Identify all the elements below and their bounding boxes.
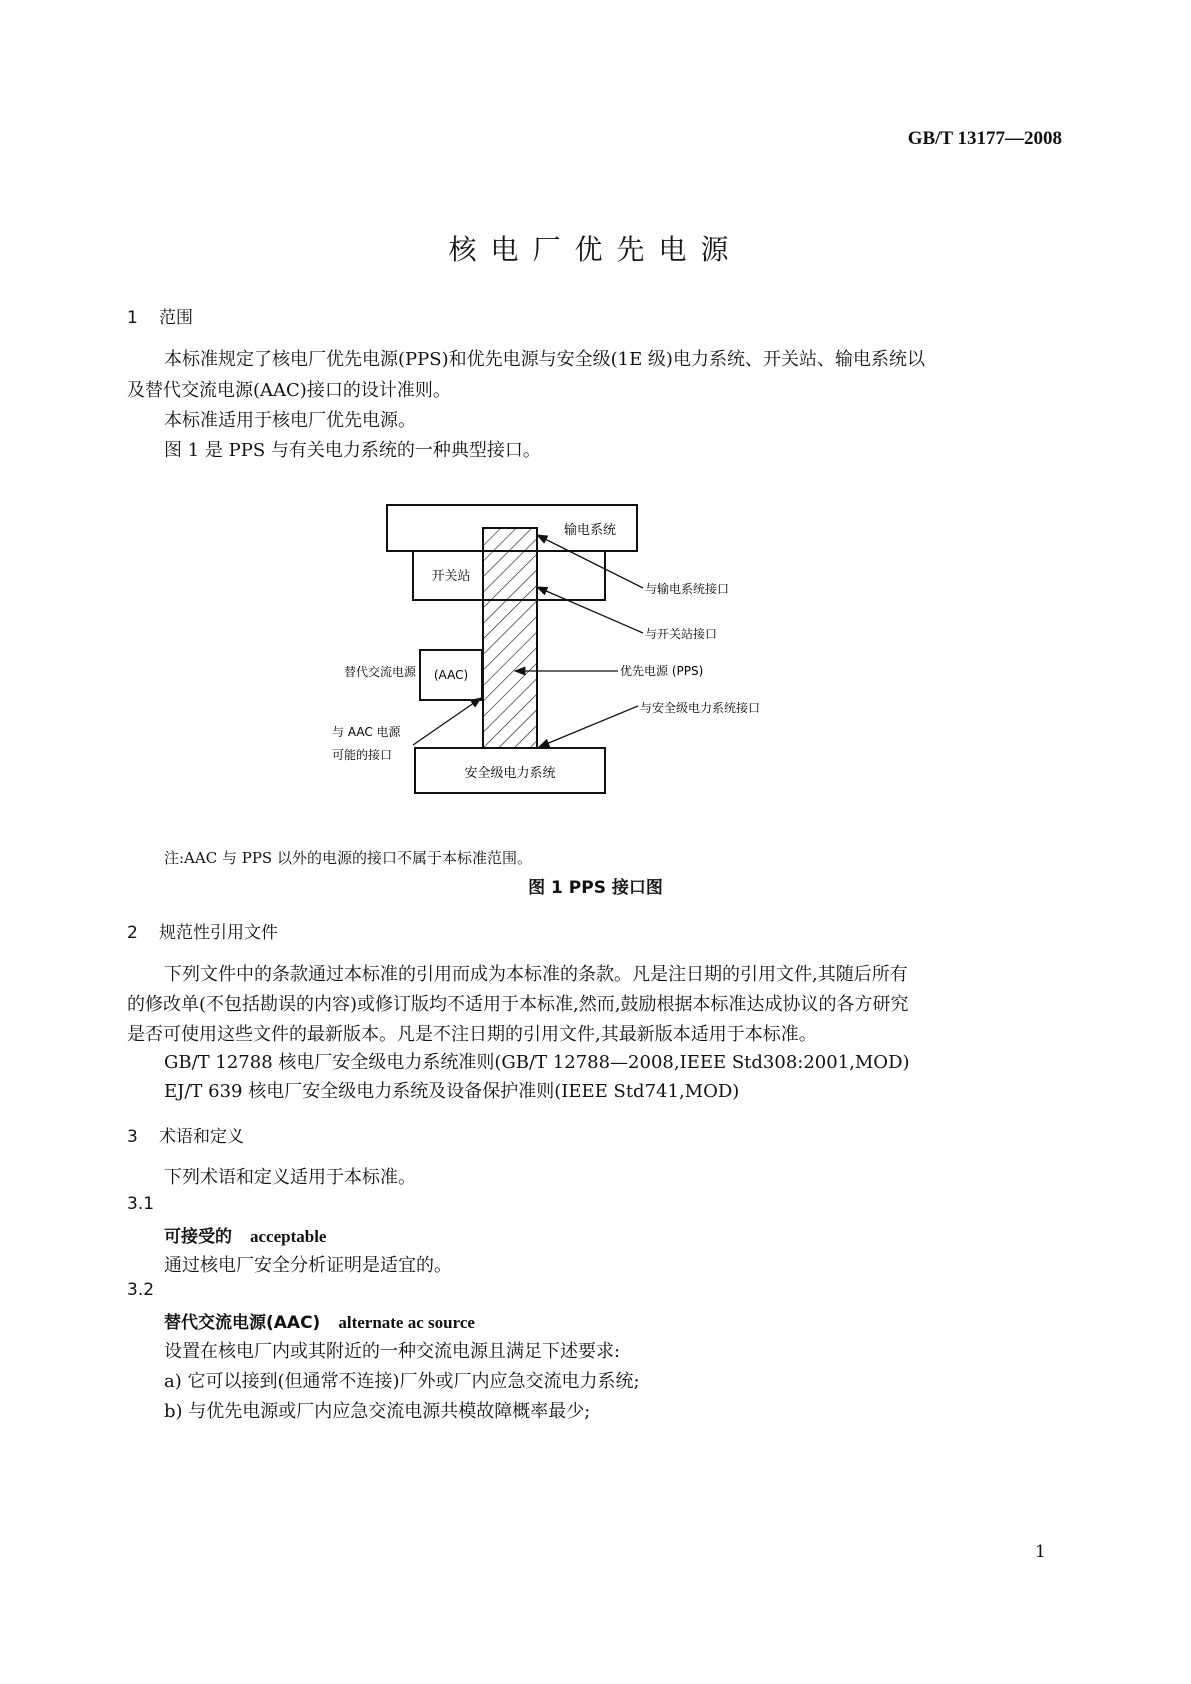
reference-gb-t-12788: GB/T 12788 核电厂安全级电力系统准则(GB/T 12788—2008,IEEE Std308:2001,MOD) [164,1052,910,1073]
safety-interface-label: 与安全级电力系统接口 [640,701,761,715]
transmission-label: 输电系统 [563,523,617,538]
switchyard-label: 开关站 [431,569,471,584]
aac-source-label: 替代交流电源 [343,665,416,679]
term-3-1 [164,1222,326,1247]
s1-paragraph-1-line-1: 本标准规定了核电厂优先电源(PPS)和优先电源与安全级(1E 级)电力系统、开关站、输电系统以 [164,349,925,370]
term-3-1-english: acceptable [250,1227,327,1246]
aac-box-label: (AAC) [433,668,469,682]
figure-note: 注:AAC 与 PPS 以外的电源的接口不属于本标准范围。 [164,849,532,867]
term-3-2-english: alternate ac source [338,1313,475,1332]
term-3-2-item-b: b) 与优先电源或厂内应急交流电源共模故障概率最少; [164,1401,591,1422]
term-3-1-number: 3.1 [127,1194,155,1214]
pps-interface-diagram [300,495,820,805]
standard-number: GB/T 13177—2008 [907,128,1062,149]
aac-interface-label-line-2: 可能的接口 [332,748,393,762]
figure-caption: 图 1 PPS 接口图 [528,878,663,898]
transmission-interface-label: 与输电系统接口 [645,582,730,596]
page-number: 1 [1035,1542,1046,1562]
term-3-2-item-a: a) 它可以接到(但通常不连接)厂外或厂内应急交流电力系统; [164,1371,640,1392]
term-3-2-number: 3.2 [127,1280,155,1300]
aac-interface-label-line-1: 与 AAC 电源 [332,725,401,739]
s3-intro: 下列术语和定义适用于本标准。 [164,1167,416,1188]
s1-paragraph-1-line-2: 及替代交流电源(AAC)接口的设计准则。 [127,380,451,401]
s2-paragraph-line-3: 是否可使用这些文件的最新版本。凡是不注日期的引用文件,其最新版本适用于本标准。 [127,1024,817,1045]
section-title: 术语和定义 [159,1127,244,1147]
term-3-2 [164,1308,475,1333]
aac-interface-arrow [413,698,481,745]
s2-paragraph-line-2: 的修改单(不包括勘误的内容)或修订版均不适用于本标准,然而,鼓励根据本标准达成协议的各方研究 [127,994,909,1015]
section-number: 1 [127,308,138,328]
term-3-1-definition: 通过核电厂安全分析证明是适宜的。 [164,1255,452,1276]
document-title: 核电厂优先电源 [448,233,743,266]
s2-paragraph-line-1: 下列文件中的条款通过本标准的引用而成为本标准的条款。凡是注日期的引用文件,其随后所有 [164,964,908,985]
term-3-1-chinese: 可接受的 [164,1227,232,1247]
section-number: 3 [127,1127,138,1147]
pps-label: 优先电源 (PPS) [620,664,704,678]
term-3-2-definition: 设置在核电厂内或其附近的一种交流电源且满足下述要求: [164,1341,621,1362]
reference-ej-t-639: EJ/T 639 核电厂安全级电力系统及设备保护准则(IEEE Std741,MOD) [164,1081,740,1102]
safety-interface-arrow [539,706,638,747]
section-3-heading [127,1122,244,1147]
term-3-2-chinese: 替代交流电源(AAC) [164,1313,321,1333]
section-2-heading [127,918,278,943]
safety-system-label: 安全级电力系统 [464,766,556,781]
section-title: 规范性引用文件 [159,923,278,943]
s1-paragraph-2: 本标准适用于核电厂优先电源。 [164,410,416,431]
switchyard-interface-label: 与开关站接口 [645,627,718,641]
section-1-heading [127,303,193,328]
section-title: 范围 [159,308,193,328]
pps-column [483,528,537,748]
s1-paragraph-3: 图 1 是 PPS 与有关电力系统的一种典型接口。 [164,440,541,461]
section-number: 2 [127,923,138,943]
